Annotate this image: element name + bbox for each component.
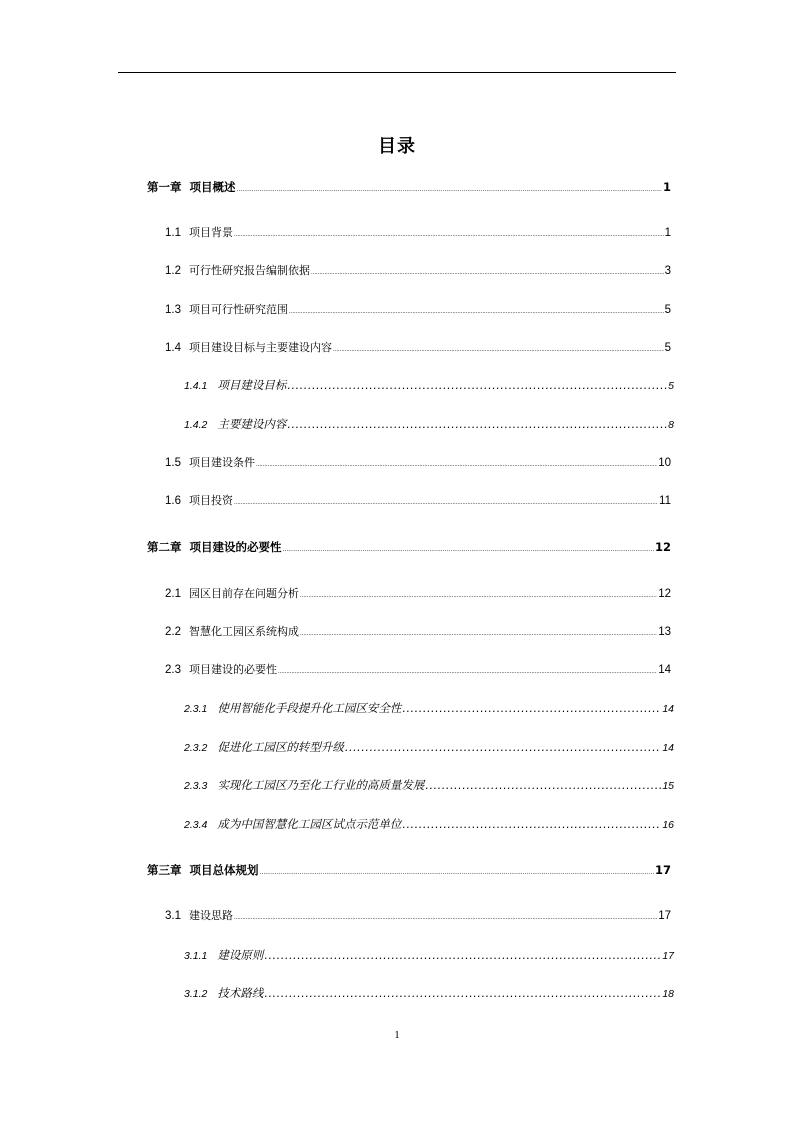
toc-entry-number: 第一章 [147,180,182,194]
toc-entry[interactable] [165,225,671,243]
toc-entry[interactable] [165,662,671,680]
toc-entry-label: 项目建设的必要性 [189,663,277,676]
toc-entry-page: 14 [662,742,674,754]
toc-entry-number: 1.1 [165,227,181,239]
toc-entry-label: 项目建设的必要性 [189,540,282,554]
toc-leader-dots [311,265,664,281]
toc-entry[interactable] [184,947,674,964]
toc-entry[interactable] [184,377,674,394]
toc-entry-label: 项目背景 [189,226,233,239]
toc-entry-label: 成为中国智慧化工园区试点示范单位 [217,817,402,831]
toc-entry[interactable] [165,340,671,358]
toc-entry-label: 智慧化工园区系统构成 [189,625,299,638]
toc-entry-page: 8 [668,419,674,431]
toc-entry-page: 17 [662,950,674,962]
toc-entry-page: 10 [658,457,671,469]
toc-entry-page: 15 [662,780,674,792]
toc-leader-dots [256,457,657,473]
toc-leader-dots [402,701,661,717]
toc-leader-dots [402,817,661,833]
toc-leader-dots [425,778,661,794]
page-number: 1 [394,1029,400,1041]
toc-leader-dots [283,542,654,558]
toc-entry-page: 16 [662,819,674,831]
toc-entry-label: 可行性研究报告编制依据 [189,264,310,277]
toc-leader-dots [234,227,664,243]
toc-entry[interactable] [165,455,671,473]
toc-leader-dots [237,182,662,198]
toc-entry-number: 2.3 [165,664,181,676]
toc-leader-dots [287,417,667,433]
toc-entry-page: 1 [664,227,671,239]
toc-entry-number: 1.4.1 [184,380,208,392]
toc-entry-number: 1.3 [165,304,181,316]
toc-entry-number: 第三章 [147,863,182,877]
toc-entry-number: 3.1 [165,910,181,922]
toc-leader-dots [264,948,661,964]
toc-leader-dots [234,910,657,926]
toc-entry-page: 1 [662,180,671,194]
toc-title: 目录 [378,136,416,157]
toc-entry-label: 项目建设目标与主要建设内容 [189,341,332,354]
toc-entry-page: 12 [654,540,671,554]
toc-entry-page: 5 [664,342,671,354]
toc-entry-label: 使用智能化手段提升化工园区安全性 [217,701,402,715]
toc-entry[interactable] [184,700,674,717]
toc-leader-dots [278,664,657,680]
toc-entry-label: 实现化工园区乃至化工行业的高质量发展 [217,778,425,792]
toc-entry-number: 2.1 [165,588,181,600]
toc-leader-dots [300,626,657,642]
toc-entry[interactable] [165,493,671,511]
toc-entry[interactable] [165,624,671,642]
toc-entry-page: 14 [658,664,671,676]
toc-entry-number: 1.2 [165,265,181,277]
toc-entry-label: 项目建设条件 [189,456,255,469]
toc-leader-dots [264,986,661,1002]
toc-leader-dots [345,740,661,756]
toc-entry-number: 1.4.2 [184,419,208,431]
toc-entry[interactable] [184,816,674,833]
toc-entry-number: 2.3.3 [184,780,208,792]
toc-entry[interactable] [147,539,671,558]
toc-leader-dots [260,865,654,881]
toc-entry[interactable] [165,586,671,604]
toc-entry-page: 12 [658,588,671,600]
toc-entry-label: 项目可行性研究范围 [189,303,288,316]
toc-entry[interactable] [184,739,674,756]
toc-entry-page: 11 [659,495,671,507]
toc-entry-label: 建设原则 [217,948,264,962]
toc-leader-dots [287,378,667,394]
toc-entry[interactable] [147,179,671,198]
toc-entry-label: 项目总体规划 [189,863,259,877]
toc-entry-number: 1.6 [165,495,181,507]
toc-entry[interactable] [184,777,674,794]
toc-entry[interactable] [184,416,674,433]
toc-entry-number: 3.1.1 [184,950,208,962]
toc-leader-dots [234,495,658,511]
toc-entry-label: 促进化工园区的转型升级 [217,740,344,754]
toc-entry-page: 18 [662,988,674,1000]
toc-entry[interactable] [165,263,671,281]
toc-entry[interactable] [184,985,674,1002]
toc-entry-page: 5 [668,380,674,392]
toc-entry-number: 2.3.2 [184,742,208,754]
toc-entry[interactable] [147,862,671,881]
toc-entry-page: 13 [658,626,671,638]
toc-entry-number: 1.4 [165,342,181,354]
toc-entry-label: 主要建设内容 [217,417,287,431]
toc-leader-dots [333,342,664,358]
toc-entry-number: 2.2 [165,626,181,638]
toc-entry[interactable] [165,908,671,926]
toc-entry-page: 17 [654,863,671,877]
toc-entry-number: 1.5 [165,457,181,469]
toc-entry-number: 2.3.4 [184,819,208,831]
toc-entry-number: 2.3.1 [184,703,208,715]
toc-entry-label: 园区目前存在问题分析 [189,587,299,600]
toc-entry-label: 建设思路 [189,909,233,922]
toc-entry-number: 3.1.2 [184,988,208,1000]
toc-entry[interactable] [165,302,671,320]
toc-entry-label: 技术路线 [217,986,264,1000]
toc-entry-label: 项目建设目标 [217,378,287,392]
toc-entry-page: 17 [658,910,671,922]
toc-entry-label: 项目投资 [189,494,233,507]
toc-entry-number: 第二章 [147,540,182,554]
toc-leader-dots [300,588,657,604]
toc-entry-page: 5 [664,304,671,316]
toc-entry-label: 项目概述 [189,180,236,194]
toc-entry-page: 3 [664,265,671,277]
toc-entry-page: 14 [662,703,674,715]
toc-leader-dots [289,304,664,320]
